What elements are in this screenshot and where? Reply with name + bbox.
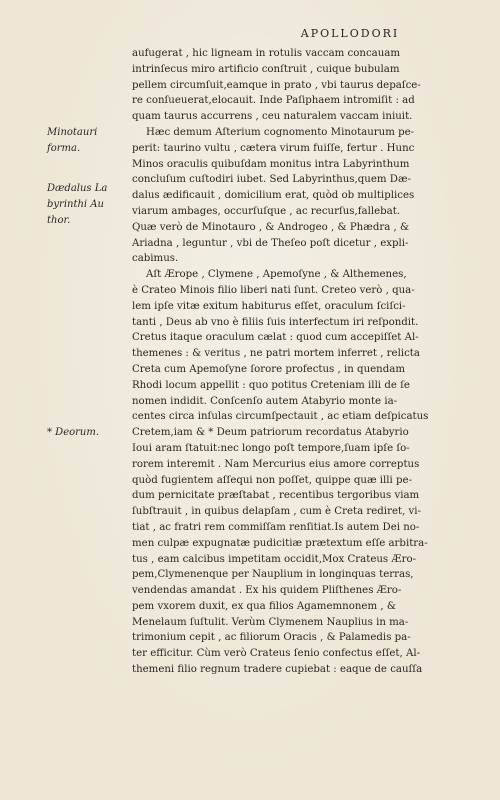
text-line: re conſueuerat,elocauit. Inde Paſiphaem intromiſit : ad [132,95,415,107]
text-line: lem ipſe vitæ exitum habiturus eſſet, oraculum ſciſci- [132,300,406,312]
text-line: nomen indidit. Conſcenſo autem Atabyrio monte ia- [132,395,398,407]
text-line: Minos oraculis quibuſdam monitus intra Labyrinthum [132,158,410,170]
text-line: pellem circumſuit,eamque in prato , vbi taurus depaſce- [132,79,421,91]
margin-note-deorum [47,425,99,441]
margin-note-line: Dædalus La [47,183,108,194]
text-line: ſubſtrauit , in quibus delapſam , cum è Creta rediret, vi- [132,506,421,518]
text-line: ter efficitur. Cùm verò Crateus ſenio confectus eſſet, Al- [132,648,421,660]
text-line: Ioui aram ſtatuit:nec longo poſt tempore,ſuam ipſe ſo- [132,442,410,454]
margin-note-minotauri [47,125,97,157]
margin-note-line: byrinthi Au [47,198,104,210]
text-line: concluſum cuſtodiri iubet. Sed Labyrinthus,quem Dæ- [132,174,411,186]
body-text [132,46,460,678]
text-line: trimonium cepit , ac filiorum Oracis , & Palamedis pa- [132,632,411,644]
text-line: Hæc demum Aſterium cognomento Minotaurum pe- [146,126,415,138]
text-line: è Crateo Minois filio liberi nati ſunt. Creteo verò , qua- [132,284,415,296]
margin-note-line: forma. [47,142,81,154]
text-line: viarum ambages, occurſuſque , ac recurſus,fallebat. [132,205,401,217]
text-line: men culpæ expugnatæ pudicitiæ prætextum eſſe arbitra- [132,537,428,549]
text-line: rorem interemit . Nam Mercurius eius amore correptus [132,458,420,470]
text-line: perit: taurino vultu , cætera virum fuiſſe, fertur . Hunc [132,142,415,154]
text-line: Cretus itaque oraculum cælat : quod cum accepiſſet Al- [132,332,419,344]
running-header: APOLLODORI [300,27,400,40]
text-line: tiat , ac fratri rem commiſſam renſitiat.Is autem Dei no- [132,521,420,533]
text-line: themeni filio regnum tradere cupiebat : eaque de cauſſa [132,664,423,676]
text-line: quam taurus accurrens , ceu naturalem vaccam iniuit. [132,111,413,123]
text-line: themenes : & veritus , ne patri mortem inferret , relicta [132,348,420,360]
text-line: pem,Clymenenque per Nauplium in longinquas terras, [132,569,414,581]
text-line: dalus ædificauit , domicilium erat, quòd ob multiplices [132,190,415,202]
text-line: aufugerat , hic ligneam in rotulis vaccam concauam [132,48,401,59]
text-line: cabimus. [132,253,179,265]
text-line: Cretem,iam & * Deum patriorum recordatus Atabyrio [132,427,409,439]
margin-note-line: * Deorum. [47,427,100,438]
text-line: quòd fugientem aſſequi non poſſet, quippe quæ illi pe- [132,474,413,486]
text-line: pem vxorem duxit, ex qua filios Agamemnonem , & [132,600,396,612]
text-line: Menelaum ſuſtulit. Verùm Clymenem Nauplius in ma- [132,616,409,628]
text-line: Rhodi locum appellit : quo potitus Creteniam illi de ſe [132,379,410,391]
text-line: Aſt Ærope , Clymene , Apemoſyne , & Althemenes, [146,269,407,281]
text-line: dum pernicitate præſtabat , recentibus tergoribus viam [132,490,420,502]
text-line: tus , eam calcibus impetitam occidit,Mox Crateus Æro- [132,553,417,565]
text-line: centes circa inſulas circumſpectauit , ac etiam deſpicatus [132,411,429,423]
text-line: Creta cum Apemoſyne ſorore profectus , in quendam [132,363,405,375]
margin-note-daedalus [47,181,107,228]
text-line: intrinſecus miro artificio conſtruit , cuique bubulam [132,63,400,75]
margin-note-line: thor. [47,214,71,226]
text-line: Quæ verò de Minotauro , & Androgeo , & Phædra , & [132,221,410,233]
margin-note-line: Minotauri [47,127,98,138]
text-line: Ariadna , leguntur , vbi de Theſeo poſt dicetur , expli- [132,237,409,249]
text-line: vendendas amandat . Ex his quidem Pliſthenes Æro- [132,585,402,597]
text-line: tanti , Deus ab vno è filiis ſuis interfectum iri reſpondit. [132,316,419,328]
